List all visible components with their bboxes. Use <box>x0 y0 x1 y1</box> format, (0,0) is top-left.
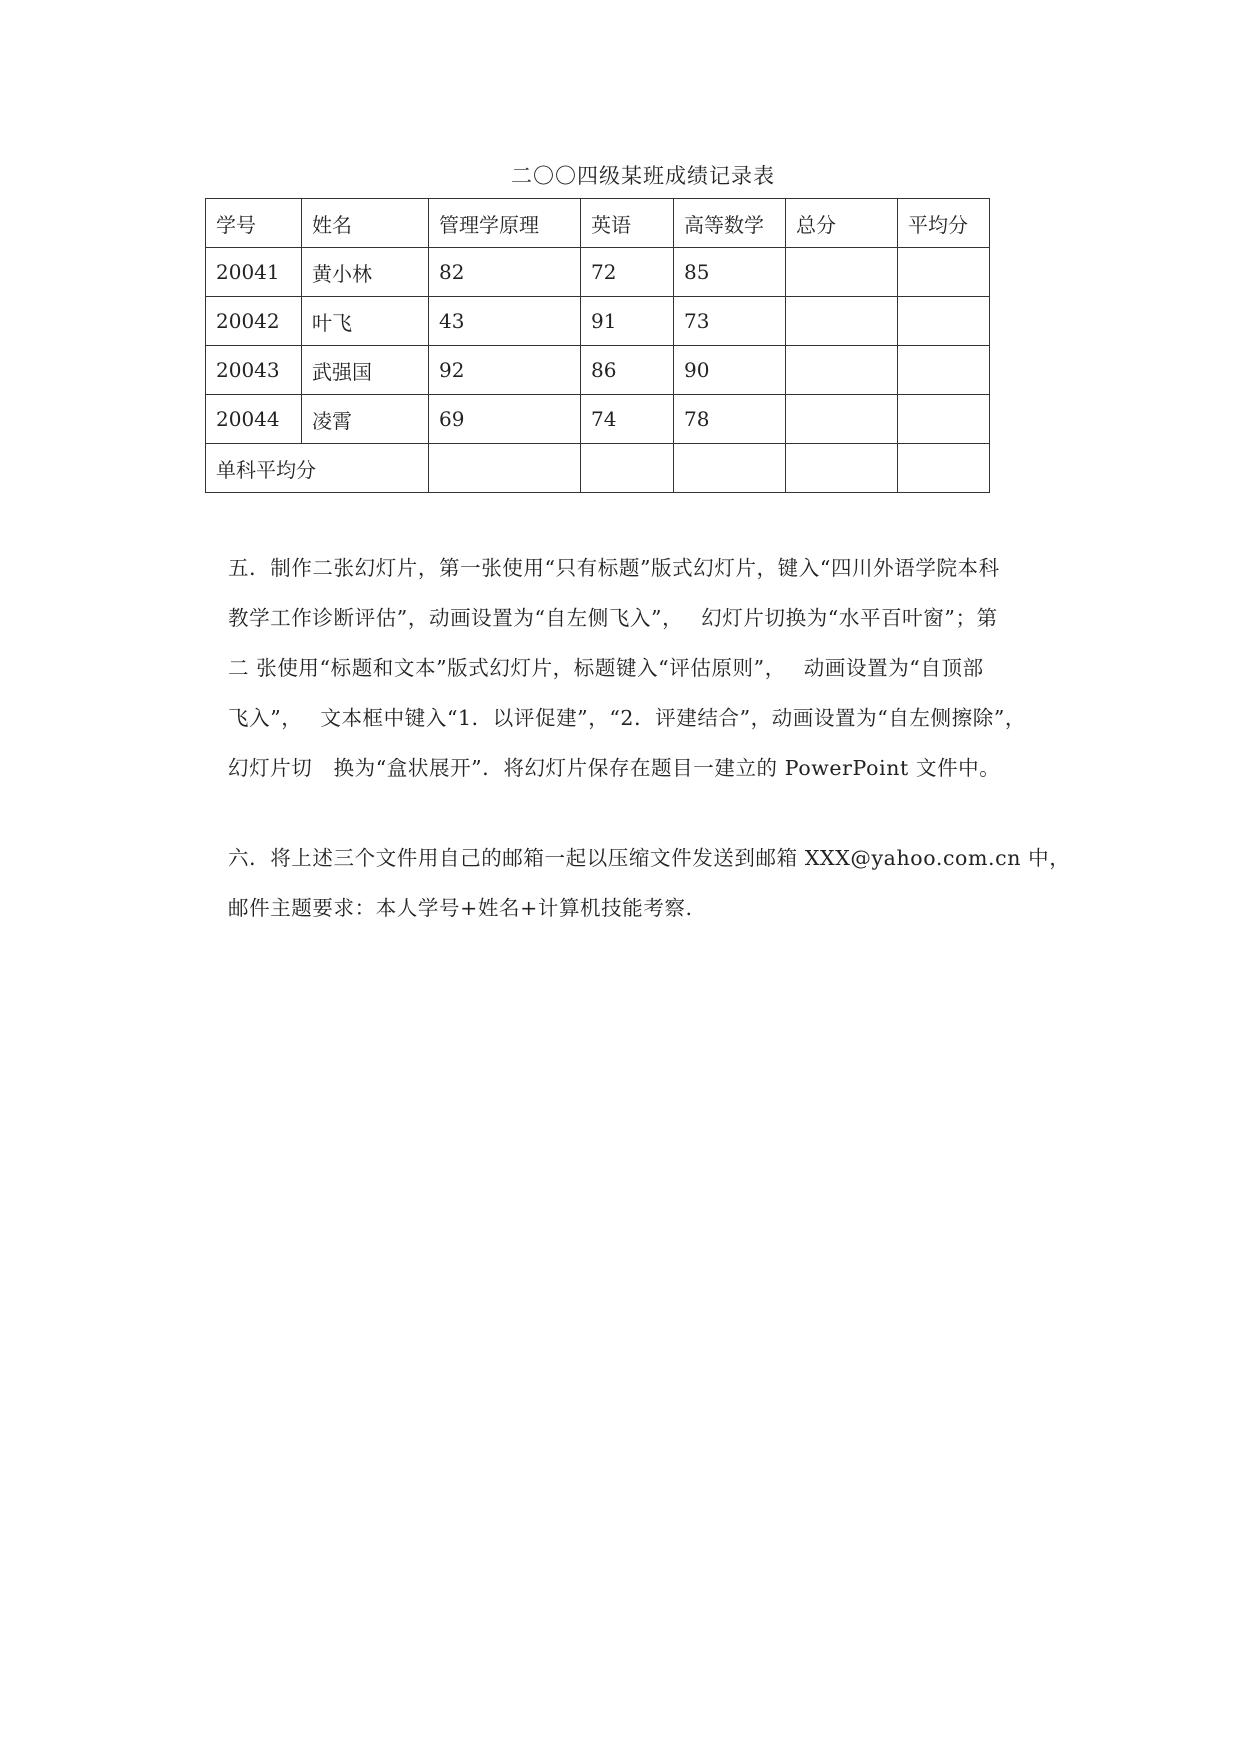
cell-average <box>898 297 990 346</box>
cell-total <box>786 297 898 346</box>
cell-name: 凌霄 <box>302 395 429 444</box>
cell-management: 43 <box>429 297 581 346</box>
paragraph-line: 邮件主题要求：本人学号+姓名+计算机技能考察. <box>228 896 693 920</box>
header-cell-average: 平均分 <box>898 199 990 248</box>
cell-student-id: 20041 <box>206 248 302 297</box>
subject-average-label: 单科平均分 <box>206 444 429 493</box>
cell-name: 武强国 <box>302 346 429 395</box>
cell-student-id: 20043 <box>206 346 302 395</box>
cell-average-average <box>898 444 990 493</box>
header-cell-management: 管理学原理 <box>429 199 581 248</box>
cell-english: 72 <box>581 248 674 297</box>
header-cell-total: 总分 <box>786 199 898 248</box>
header-cell-student-id: 学号 <box>206 199 302 248</box>
paragraph-line: 二 张使用“标题和文本”版式幻灯片，标题键入“评估原则”， 动画设置为“自顶部 <box>228 656 984 680</box>
cell-total <box>786 346 898 395</box>
question-5-paragraph <box>228 543 1058 793</box>
paragraph-line: 幻灯片切 换为“盒状展开”．将幻灯片保存在题目一建立的 PowerPoint 文件中。 <box>228 756 1001 780</box>
cell-total-average <box>786 444 898 493</box>
cell-english: 91 <box>581 297 674 346</box>
cell-student-id: 20044 <box>206 395 302 444</box>
table-footer-row <box>206 444 990 493</box>
cell-management: 92 <box>429 346 581 395</box>
header-cell-english: 英语 <box>581 199 674 248</box>
grade-table <box>205 198 990 493</box>
cell-math: 73 <box>674 297 786 346</box>
cell-english: 74 <box>581 395 674 444</box>
header-cell-name: 姓名 <box>302 199 429 248</box>
cell-average <box>898 346 990 395</box>
cell-student-id: 20042 <box>206 297 302 346</box>
cell-math: 90 <box>674 346 786 395</box>
cell-management-average <box>429 444 581 493</box>
question-6-paragraph <box>228 833 1071 933</box>
cell-total <box>786 395 898 444</box>
table-header-row <box>206 199 990 248</box>
paragraph-line: 六．将上述三个文件用自己的邮箱一起以压缩文件发送到邮箱 XXX@yahoo.com.cn 中， <box>228 846 1071 870</box>
paragraph-line: 教学工作诊断评估”，动画设置为“自左侧飞入”， 幻灯片切换为“水平百叶窗”；第 <box>228 606 998 630</box>
table-title: 二〇〇四级某班成绩记录表 <box>511 164 775 188</box>
cell-math: 78 <box>674 395 786 444</box>
paragraph-line: 五．制作二张幻灯片，第一张使用“只有标题”版式幻灯片，键入“四川外语学院本科 <box>228 556 1000 580</box>
cell-average <box>898 395 990 444</box>
cell-english: 86 <box>581 346 674 395</box>
cell-name: 叶飞 <box>302 297 429 346</box>
header-cell-math: 高等数学 <box>674 199 786 248</box>
cell-average <box>898 248 990 297</box>
cell-total <box>786 248 898 297</box>
cell-math-average <box>674 444 786 493</box>
table-row <box>206 346 990 395</box>
cell-management: 82 <box>429 248 581 297</box>
paragraph-line: 飞入”， 文本框中键入“1．以评促建”，“2．评建结合”，动画设置为“自左侧擦除”， <box>228 706 1027 730</box>
cell-math: 85 <box>674 248 786 297</box>
table-row <box>206 297 990 346</box>
table-row <box>206 248 990 297</box>
cell-name: 黄小林 <box>302 248 429 297</box>
cell-management: 69 <box>429 395 581 444</box>
cell-english-average <box>581 444 674 493</box>
table-row <box>206 395 990 444</box>
